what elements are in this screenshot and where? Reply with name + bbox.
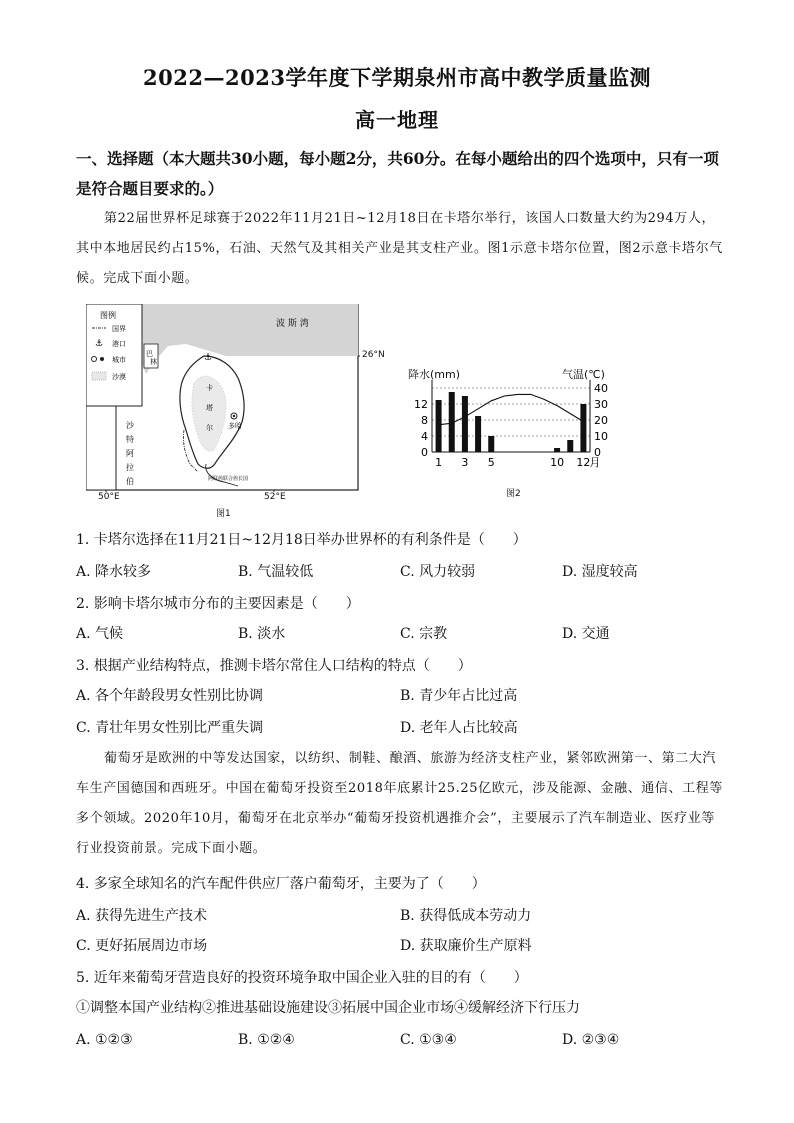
q5-option-a[interactable]: A. ①②③ <box>76 1032 133 1048</box>
precip-bar <box>554 448 560 452</box>
q1-option-c[interactable]: C. 风力较弱 <box>400 564 476 580</box>
month-tick-label: 5 <box>487 456 495 469</box>
figure-1-map <box>86 304 360 492</box>
svg-text:卡: 卡 <box>206 384 213 392</box>
q5-option-c[interactable]: C. ①③④ <box>400 1032 457 1048</box>
figure-1-caption: 图1 <box>216 509 231 519</box>
precip-tick-label: 8 <box>421 414 428 427</box>
exam-title: 2022—2023学年度下学期泉州市高中教学质量监测 <box>143 65 651 90</box>
month-tick-label: 3 <box>461 456 469 469</box>
precip-bar <box>567 440 573 452</box>
month-tick-label: 12 <box>576 456 591 469</box>
temp-tick-label: 30 <box>594 398 608 411</box>
legend-city-label: 城市 <box>112 356 126 364</box>
precip-bar <box>462 396 468 452</box>
q1-option-d[interactable]: D. 湿度较高 <box>562 564 638 580</box>
svg-text:阿: 阿 <box>126 449 134 458</box>
q1-option-b[interactable]: B. 气温较低 <box>238 564 314 580</box>
q3-option-c[interactable]: C. 青壮年男女性别比严重失调 <box>76 720 264 736</box>
persian-gulf-label: 波 斯 湾 <box>276 319 309 329</box>
svg-text:巴: 巴 <box>146 350 153 358</box>
section-heading: 一、选择题（本大题共30小题，每小题2分，共60分。在每小题给出的四个选项中，只有一项是符合题目要求的。） <box>76 149 719 198</box>
legend-desert-label: 沙漠 <box>112 373 126 381</box>
question-5-stem: 5. 近年来葡萄牙营造良好的投资环境争取中国企业入驻的目的有（ ） <box>76 970 528 986</box>
question-1-stem: 1. 卡塔尔选择在11月21日~12月18日举办世界杯的有利条件是（ ） <box>76 532 527 548</box>
svg-text:塔: 塔 <box>206 404 213 412</box>
q2-option-a[interactable]: A. 气候 <box>76 626 124 642</box>
legend-port-label: 港口 <box>112 340 126 348</box>
month-unit-label: 月 <box>589 456 601 469</box>
uae-label: 阿联酋联合酋长国 <box>208 476 249 482</box>
q4-option-b[interactable]: B. 获得低成本劳动力 <box>400 908 532 924</box>
passage-qatar: 第22届世界杯足球赛于2022年11月21日~12月18日在卡塔尔举行，该国人口数量大约为294万人，其中本地居民约占15%，石油、天然气及其相关产业是其支柱产业。图1示意卡塔尔位置，图2示意卡塔尔气候。完成下面小题。 <box>76 211 723 286</box>
precip-tick-label: 12 <box>414 398 428 411</box>
precip-bar <box>475 416 481 452</box>
temp-tick-label: 0 <box>594 446 601 459</box>
temp-axis-title: 气温(℃) <box>562 368 605 381</box>
question-2-stem: 2. 影响卡塔尔城市分布的主要因素是（ ） <box>76 596 360 612</box>
legend-title: 图例 <box>100 311 116 320</box>
temp-tick-label: 40 <box>594 382 608 395</box>
q3-option-a[interactable]: A. 各个年龄段男女性别比协调 <box>76 688 264 704</box>
question-5-statements: ①调整本国产业结构②推进基础设施建设③拓展中国企业市场④缓解经济下行压力 <box>76 1000 580 1016</box>
q2-option-d[interactable]: D. 交通 <box>562 626 610 642</box>
precip-bar <box>488 436 494 452</box>
passage-portugal: 葡萄牙是欧洲的中等发达国家，以纺织、制鞋、酿酒、旅游为经济支柱产业，紧邻欧洲第一、第二大汽车生产国德国和西班牙。中国在葡萄牙投资至2018年底累计25.25亿欧元，涉及能源、金融、通信、工程等多个领域。2020年10月，葡萄牙在北京举办“葡萄牙投资机遇推介会”，主要展示了汽车制造业、医疗业等行业投资前景。完成下面小题。 <box>76 751 723 856</box>
figure-2-climate-chart <box>400 352 624 502</box>
precip-bar <box>580 404 586 452</box>
q4-option-a[interactable]: A. 获得先进生产技术 <box>76 908 208 924</box>
lat-label: 26°N <box>362 350 385 360</box>
lon-right-label: 52°E <box>264 492 286 502</box>
city-doha-label: 多哈 <box>228 422 242 430</box>
q2-option-c[interactable]: C. 宗教 <box>400 626 448 642</box>
precip-tick-label: 0 <box>421 446 428 459</box>
q1-option-a[interactable]: A. 降水较多 <box>76 564 152 580</box>
svg-text:拉: 拉 <box>126 463 134 472</box>
q5-option-b[interactable]: B. ①②④ <box>238 1032 295 1048</box>
svg-text:特: 特 <box>126 435 134 444</box>
svg-text:尔: 尔 <box>206 424 213 432</box>
question-4-stem: 4. 多家全球知名的汽车配件供应厂落户葡萄牙，主要为了（ ） <box>76 876 486 892</box>
precip-bar <box>436 400 442 452</box>
q4-option-d[interactable]: D. 获取廉价生产原料 <box>400 938 532 954</box>
q3-option-b[interactable]: B. 青少年占比过高 <box>400 688 518 704</box>
anchor-icon: ⚓ <box>95 339 104 349</box>
q5-option-d[interactable]: D. ②③④ <box>562 1032 620 1048</box>
q4-option-c[interactable]: C. 更好拓展周边市场 <box>76 938 208 954</box>
lon-left-label: 50°E <box>98 492 120 502</box>
precip-axis-title: 降水(mm) <box>408 368 461 381</box>
month-tick-label: 1 <box>435 456 443 469</box>
svg-text:伯: 伯 <box>126 477 134 486</box>
figure-2-caption: 图2 <box>506 489 521 499</box>
legend-border-label: 国界 <box>112 325 126 333</box>
precip-tick-label: 4 <box>421 430 428 443</box>
temp-tick-label: 10 <box>594 430 608 443</box>
svg-text:林: 林 <box>150 358 157 366</box>
q2-option-b[interactable]: B. 淡水 <box>238 626 286 642</box>
port-anchor-icon: ⚓ <box>204 353 213 363</box>
q3-option-d[interactable]: D. 老年人占比较高 <box>400 720 518 736</box>
exam-subject: 高一地理 <box>355 108 439 132</box>
temp-tick-label: 20 <box>594 414 608 427</box>
svg-text:沙: 沙 <box>126 421 134 430</box>
month-tick-label: 10 <box>550 456 565 469</box>
question-3-stem: 3. 根据产业结构特点，推测卡塔尔常住人口结构的特点（ ） <box>76 658 472 674</box>
